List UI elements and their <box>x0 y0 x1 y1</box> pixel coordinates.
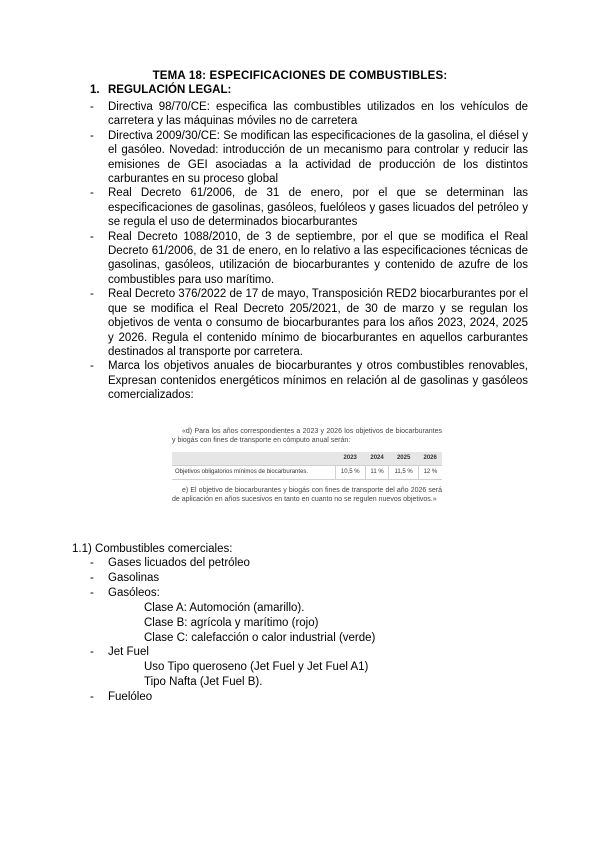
figure-paragraph-d: «d) Para los años correspondientes a 2023 y 2026 los objetivos de biocarburantes y biogás con fines de transporte en cómputo anual serán: <box>172 428 442 444</box>
list-item-text: Real Decreto 376/2022 de 17 de mayo, Transposición RED2 biocarburantes por el que se modifica el Real Decreto 205/2021, de 30 de marzo y se regulan los objetivos de venta o consumo de biocarburantes para los años 2023, 2024, 2025 y 2026. Regula el contenido mínimo de biocarburantes en aquellos carburantes destinados al transporte por carretera. <box>108 288 528 358</box>
list-item <box>90 129 528 187</box>
sub-list-item: Clase A: Automoción (amarillo). <box>144 601 305 614</box>
table-header-cell <box>172 452 335 466</box>
list-dash: - <box>90 101 94 113</box>
list-item <box>90 645 375 690</box>
biofuel-targets-table <box>172 452 442 480</box>
list-item <box>90 586 375 646</box>
list-dash: - <box>90 646 94 659</box>
list-item <box>90 571 375 586</box>
sub-list <box>108 601 375 646</box>
list-item <box>90 556 375 571</box>
list-dash: - <box>90 571 94 584</box>
list-item <box>90 100 528 129</box>
list-dash: - <box>90 187 94 200</box>
table-header-cell: 2025 <box>389 452 419 466</box>
sub-list-item: Uso Tipo queroseno (Jet Fuel y Jet Fuel A1) <box>144 661 369 674</box>
table-header-row <box>172 452 442 466</box>
list-item-text: Directiva 2009/30/CE: Se modifican las especificaciones de la gasolina, el diésel y el gasóleo. Novedad: introducción de un mecanismo para controlar y reducir las emisiones de GEI asociadas a la actividad de producción de los distintos carburantes en su proceso global <box>108 129 528 186</box>
table-cell: 11,5 % <box>389 466 419 480</box>
list-dash: - <box>90 557 94 569</box>
list-dash: - <box>90 230 94 243</box>
list-dash: - <box>90 288 94 301</box>
list-item-text: Fuelóleo <box>108 691 153 704</box>
table-header-cell: 2026 <box>418 452 442 466</box>
page-title: TEMA 18: ESPECIFICACIONES DE COMBUSTIBLES: <box>152 70 448 82</box>
list-dash: - <box>90 691 94 704</box>
table-cell: 12 % <box>418 466 442 480</box>
list-item <box>90 186 528 229</box>
sub-list-item: Clase C: calefacción o calor industrial (verde) <box>144 631 376 644</box>
list-item <box>90 359 528 402</box>
table-cell: 10,5 % <box>335 466 365 480</box>
list-item-text: Real Decreto 61/2006, de 31 de enero, por el que se determinan las especificaciones de gasolinas, gasóleos, fuelóleos y gases licuados del petróleo y se regula el uso de determinados biocarburantes <box>108 187 528 229</box>
sub-list-item: Tipo Nafta (Jet Fuel B). <box>144 676 263 689</box>
list-dash: - <box>90 129 94 142</box>
section-heading-regulacion <box>90 84 231 96</box>
fuel-list <box>90 556 375 705</box>
regulation-list <box>90 100 528 403</box>
list-item-text: Gases licuados del petróleo <box>108 557 250 569</box>
list-item-text: Marca los objetivos anuales de biocarburantes y otros combustibles renovables, Expresan contenidos energéticos mínimos en relación al de gasolinas y gasóleos comercializados: <box>108 360 528 402</box>
sub-list <box>108 660 375 690</box>
section-heading-combustibles: 1.1) Combustibles comerciales: <box>72 543 233 555</box>
list-dash: - <box>90 360 94 373</box>
table-row <box>172 466 442 480</box>
list-item <box>90 690 375 705</box>
sub-list-item: Clase B: agrícola y marítimo (rojo) <box>144 616 319 629</box>
embedded-figure <box>172 427 442 504</box>
figure-paragraph-e: e) El objetivo de biocarburantes y biogás con fines de transporte del año 2026 será de aplicación en años sucesivos en tanto en cuanto no se regulen nuevos objetivos.» <box>172 487 442 503</box>
list-item-text: Gasóleos: <box>108 586 160 599</box>
table-header-cell: 2023 <box>335 452 365 466</box>
list-item <box>90 230 528 288</box>
section-heading-text: REGULACIÓN LEGAL: <box>108 84 232 96</box>
table-header-cell: 2024 <box>365 452 389 466</box>
list-dash: - <box>90 586 94 599</box>
list-item-text: Directiva 98/70/CE: especifica las combustibles utilizados en los vehículos de carretera y las máquinas móviles no de carretera <box>108 101 528 128</box>
table-cell: 11 % <box>365 466 389 480</box>
section-number: 1. <box>90 84 100 96</box>
list-item-text: Real Decreto 1088/2010, de 3 de septiembre, por el que se modifica el Real Decreto 61/2006, de 31 de enero, en lo relativo a las especificaciones técnicas de gasolinas, gasóleos, utilización de biocarburantes y contenido de azufre de los combustibles para uso marítimo. <box>108 230 528 286</box>
list-item-text: Jet Fuel <box>108 646 149 659</box>
table-row-label: Objetivos obligatorios mínimos de biocarburantes. <box>172 466 335 480</box>
list-item-text: Gasolinas <box>108 571 160 584</box>
list-item <box>90 287 528 359</box>
